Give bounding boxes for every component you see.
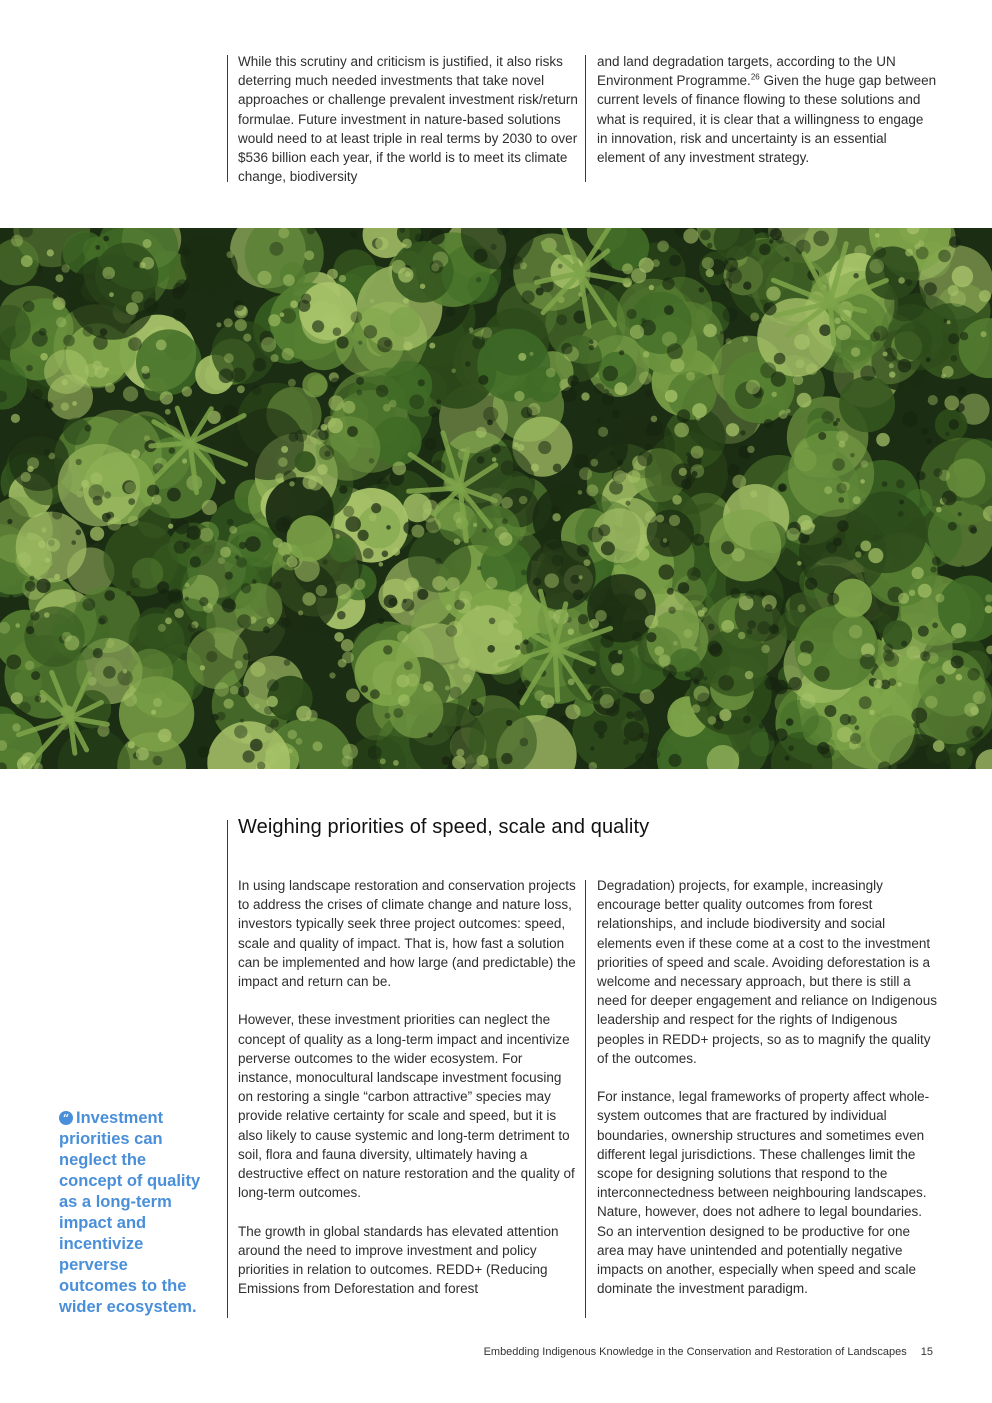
section-title: Weighing priorities of speed, scale and quality xyxy=(238,816,650,838)
top-right-rule xyxy=(585,55,586,182)
pull-quote xyxy=(59,1108,209,1318)
top-right-text-b: Given the huge gap between current levels of finance flowing to these solutions and what is required, it is clear that a willingness to engage in innovation, risk and uncertainty is an essential element of any investment strategy. xyxy=(597,73,937,166)
footnote-reference[interactable]: 26 xyxy=(750,72,760,82)
body-paragraph: However, these investment priorities can neglect the concept of quality as a long-term impact and incentivize perverse outcomes to the wider ecosystem. For instance, monocultural landscape investment focusing on restoring a single “carbon attractive” species may provide relative certainty for scale and speed, but it is also likely to cause systemic and long-term detriment to soil, flora and fauna diversity, ultimately having a destructive effect on nature restoration and the quality of long-term outcomes. xyxy=(238,1012,575,1201)
top-right-text-a: and land degradation targets, according to the UN Environment Programme. xyxy=(597,54,896,89)
top-left-rule xyxy=(227,55,228,182)
top-right-paragraph xyxy=(597,52,937,167)
section-rule-left xyxy=(227,820,228,1318)
page-number: 15 xyxy=(920,1346,933,1358)
top-left-paragraph: While this scrutiny and criticism is justified, it also risks deterring much needed investments that take novel approaches or challenge prevalent investment risk/return formulae. Future investment in nature-based solutions would need to at least triple in real terms by 2030 to over $536 billion each year, if the world is to meet its climate change, biodiversity xyxy=(238,54,578,185)
forest-canopy-aerial-icon xyxy=(0,228,992,769)
forest-canopy-photo xyxy=(0,228,992,769)
body-paragraph: For instance, legal frameworks of property affect whole-system outcomes that are fractured by individual boundaries, ownership structures and sometimes even different legal jurisdictions. These challenges limit the scope for designing solutions that respond to the interconnectedness between neighbouring landscapes. Nature, however, does not adhere to legal boundaries. So an intervention designed to be productive for one area may have unintended and potentially negative impacts on another, especially when speed and scale dominate the investment paradigm. xyxy=(597,1089,930,1297)
section-left-column xyxy=(238,876,578,1298)
body-paragraph: In using landscape restoration and conservation projects to address the crises of climate change and nature loss, investors typically seek three project outcomes: speed, scale and quality of impact. That is, how fast a solution can be implemented and how large (and predictable) the impact and return can be. xyxy=(238,878,576,990)
quote-icon: “ xyxy=(59,1111,73,1125)
section-rule-right xyxy=(585,880,586,1318)
body-paragraph: The growth in global standards has elevated attention around the need to improve investment and policy priorities in relation to outcomes. REDD+ (Reducing Emissions from Deforestation and forest xyxy=(238,1223,559,1297)
body-paragraph: Degradation) projects, for example, increasingly encourage better quality outcomes from forest relationships, and include biodiversity and social elements even if these come at a cost to the investment priorities of speed and scale. Avoiding deforestation is a welcome and necessary approach, but there is still a need for deeper engagement and reliance on Indigenous leadership and respect for the rights of Indigenous peoples in REDD+ projects, so as to magnify the quality of the outcomes. xyxy=(597,878,938,1066)
pull-quote-text: Investment priorities can neglect the concept of quality as a long-term impact and incentivize perverse outcomes to the wider ecosystem. xyxy=(59,1109,201,1316)
section-right-column xyxy=(597,876,937,1298)
top-right-column xyxy=(597,52,937,167)
page-footer xyxy=(400,1346,933,1358)
top-left-column xyxy=(238,52,578,186)
publication-title: Embedding Indigenous Knowledge in the Conservation and Restoration of Landscapes xyxy=(483,1346,907,1358)
